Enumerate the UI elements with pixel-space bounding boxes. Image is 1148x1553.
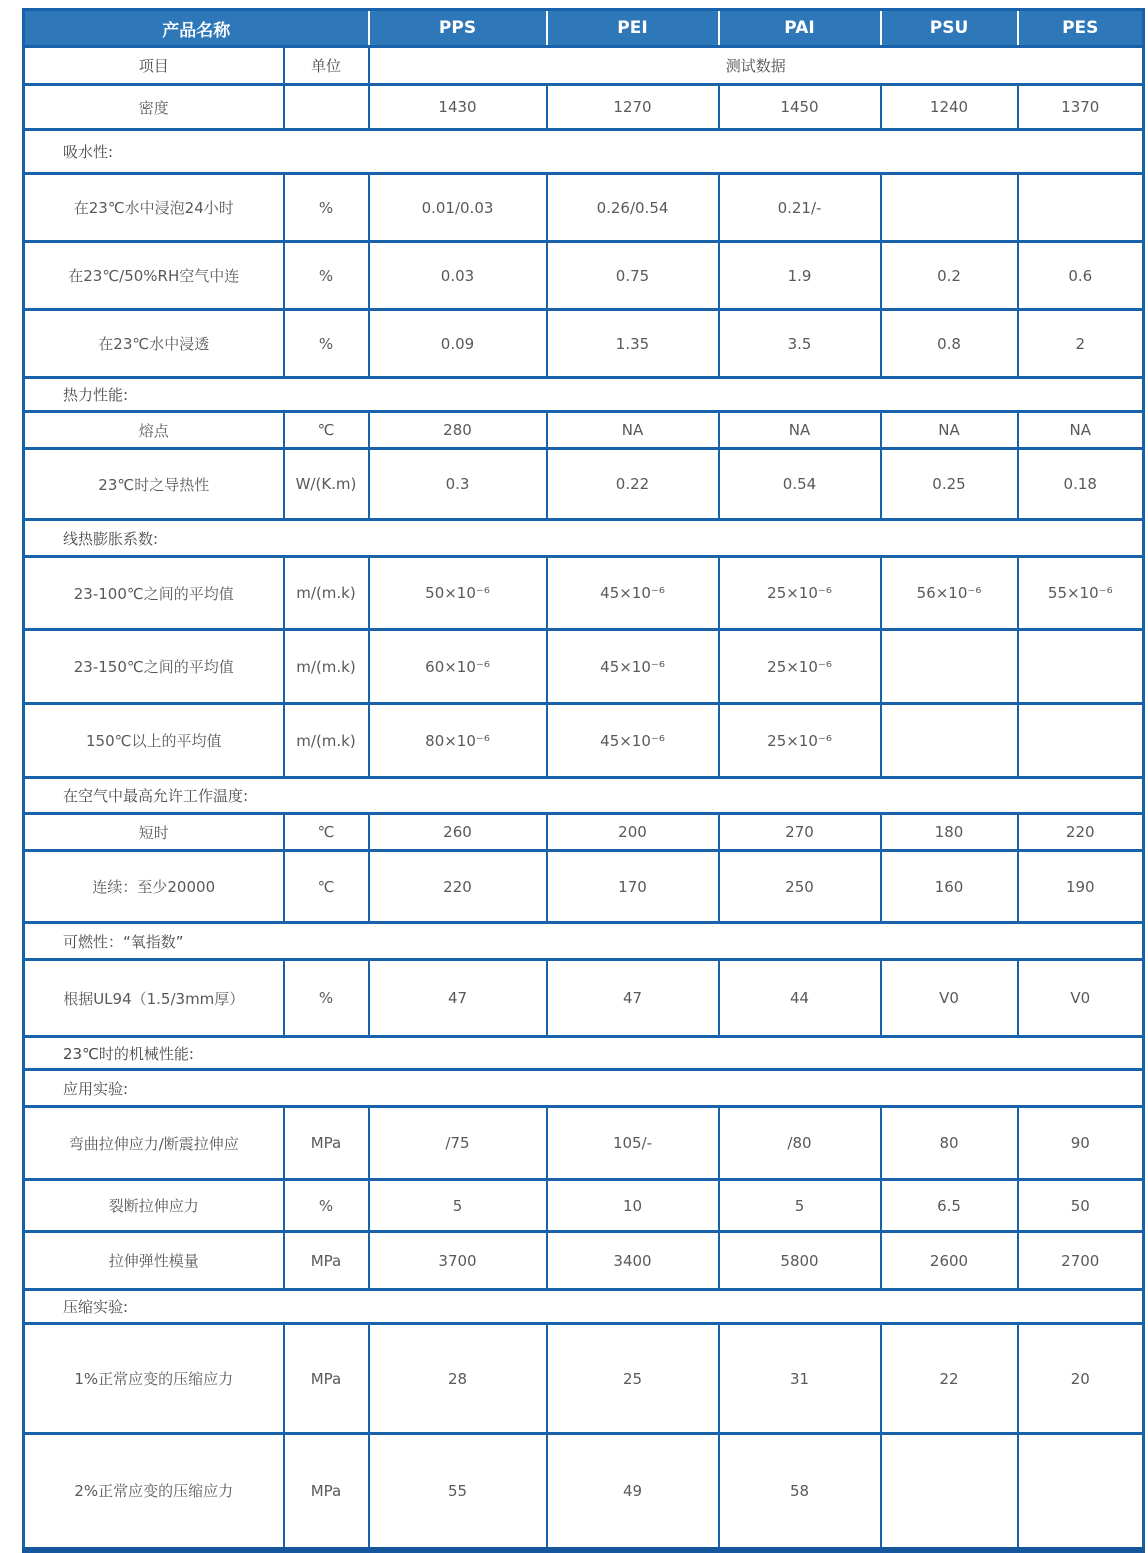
row-label: 裂断拉伸应力	[24, 1180, 284, 1232]
row-label: 150℃以上的平均值	[24, 704, 284, 778]
value-cell: NA	[881, 412, 1018, 449]
value-cell: 50×10⁻⁶	[369, 557, 547, 630]
value-cell: 45×10⁻⁶	[547, 630, 719, 704]
unit-cell: %	[284, 310, 369, 378]
row-label: 1%正常应变的压缩应力	[24, 1324, 284, 1434]
value-cell: 0.75	[547, 242, 719, 310]
value-cell: 10	[547, 1180, 719, 1232]
value-cell: /75	[369, 1107, 547, 1180]
value-cell: 2600	[881, 1232, 1018, 1290]
value-cell: 1.35	[547, 310, 719, 378]
value-cell: 44	[719, 960, 881, 1037]
unit-cell: %	[284, 1180, 369, 1232]
value-cell: 1270	[547, 85, 719, 130]
unit-cell: W/(K.m)	[284, 449, 369, 520]
value-cell: 0.3	[369, 449, 547, 520]
subheader-item: 项目	[24, 47, 284, 85]
value-cell: 270	[719, 814, 881, 851]
value-cell: 0.25	[881, 449, 1018, 520]
value-cell: V0	[1018, 960, 1144, 1037]
value-cell	[1018, 1434, 1144, 1550]
value-cell: 0.03	[369, 242, 547, 310]
table-row	[24, 851, 1144, 923]
table-row	[24, 1180, 1144, 1232]
row-label: 23-150℃之间的平均值	[24, 630, 284, 704]
header-col-pei: PEI	[547, 10, 719, 47]
section-row	[24, 1290, 1144, 1324]
subheader-unit: 单位	[284, 47, 369, 85]
table-row	[24, 814, 1144, 851]
value-cell	[1018, 704, 1144, 778]
value-cell: 1.9	[719, 242, 881, 310]
value-cell: 105/-	[547, 1107, 719, 1180]
section-header-cell: 可燃性：“氧指数”	[24, 923, 1144, 960]
materials-spec-table	[22, 8, 1145, 1553]
section-header-cell: 线热膨胀系数:	[24, 520, 1144, 557]
value-cell: 25×10⁻⁶	[719, 557, 881, 630]
header-col-psu: PSU	[881, 10, 1018, 47]
unit-cell: ℃	[284, 814, 369, 851]
value-cell: 80×10⁻⁶	[369, 704, 547, 778]
value-cell: 5	[719, 1180, 881, 1232]
header-col-pps: PPS	[369, 10, 547, 47]
row-label: 连续：至少20000	[24, 851, 284, 923]
value-cell: 0.18	[1018, 449, 1144, 520]
section-header-cell: 在空气中最高允许工作温度:	[24, 778, 1144, 814]
table-row	[24, 242, 1144, 310]
table-row	[24, 449, 1144, 520]
value-cell: 0.21/-	[719, 174, 881, 242]
section-row	[24, 778, 1144, 814]
value-cell: /80	[719, 1107, 881, 1180]
value-cell: 45×10⁻⁶	[547, 704, 719, 778]
value-cell: 250	[719, 851, 881, 923]
unit-cell: m/(m.k)	[284, 704, 369, 778]
unit-cell: %	[284, 960, 369, 1037]
unit-cell: %	[284, 174, 369, 242]
value-cell: 1430	[369, 85, 547, 130]
value-cell: 49	[547, 1434, 719, 1550]
table-row	[24, 1107, 1144, 1180]
value-cell: 2700	[1018, 1232, 1144, 1290]
table-row	[24, 704, 1144, 778]
value-cell: 6.5	[881, 1180, 1018, 1232]
row-label: 弯曲拉伸应力/断震拉伸应	[24, 1107, 284, 1180]
value-cell: 0.54	[719, 449, 881, 520]
value-cell: 58	[719, 1434, 881, 1550]
unit-cell	[284, 85, 369, 130]
value-cell: 180	[881, 814, 1018, 851]
value-cell: V0	[881, 960, 1018, 1037]
value-cell: 0.6	[1018, 242, 1144, 310]
header-col-pes: PES	[1018, 10, 1144, 47]
row-label: 密度	[24, 85, 284, 130]
value-cell: 31	[719, 1324, 881, 1434]
header-col-pai: PAI	[719, 10, 881, 47]
row-label: 熔点	[24, 412, 284, 449]
row-label: 根据UL94（1.5/3mm厚）	[24, 960, 284, 1037]
row-label: 23-100℃之间的平均值	[24, 557, 284, 630]
section-header-cell: 热力性能:	[24, 378, 1144, 412]
unit-cell: ℃	[284, 851, 369, 923]
value-cell: 45×10⁻⁶	[547, 557, 719, 630]
value-cell: 170	[547, 851, 719, 923]
value-cell: 0.22	[547, 449, 719, 520]
table-row	[24, 310, 1144, 378]
value-cell	[1018, 630, 1144, 704]
subheader-test-data: 测试数据	[369, 47, 1144, 85]
value-cell: 80	[881, 1107, 1018, 1180]
section-row	[24, 520, 1144, 557]
value-cell	[881, 174, 1018, 242]
unit-cell: MPa	[284, 1324, 369, 1434]
row-label: 在23℃水中浸泡24小时	[24, 174, 284, 242]
unit-cell: MPa	[284, 1434, 369, 1550]
value-cell: 190	[1018, 851, 1144, 923]
value-cell: 55	[369, 1434, 547, 1550]
value-cell: 1240	[881, 85, 1018, 130]
section-row	[24, 923, 1144, 960]
row-label: 短时	[24, 814, 284, 851]
row-label: 拉伸弹性模量	[24, 1232, 284, 1290]
value-cell: 0.09	[369, 310, 547, 378]
value-cell: 5	[369, 1180, 547, 1232]
value-cell: 60×10⁻⁶	[369, 630, 547, 704]
value-cell: 160	[881, 851, 1018, 923]
section-header-cell: 应用实验:	[24, 1070, 1144, 1107]
row-label: 在23℃/50%RH空气中连	[24, 242, 284, 310]
value-cell: 56×10⁻⁶	[881, 557, 1018, 630]
row-label: 在23℃水中浸透	[24, 310, 284, 378]
value-cell: 25×10⁻⁶	[719, 704, 881, 778]
value-cell: 3700	[369, 1232, 547, 1290]
value-cell: 50	[1018, 1180, 1144, 1232]
table-row	[24, 85, 1144, 130]
table-subheader-row	[24, 47, 1144, 85]
value-cell: 3.5	[719, 310, 881, 378]
unit-cell: m/(m.k)	[284, 557, 369, 630]
section-header-cell: 压缩实验:	[24, 1290, 1144, 1324]
row-label: 2%正常应变的压缩应力	[24, 1434, 284, 1550]
unit-cell: MPa	[284, 1107, 369, 1180]
section-header-cell: 23℃时的机械性能:	[24, 1037, 1144, 1070]
value-cell	[881, 704, 1018, 778]
table-row	[24, 557, 1144, 630]
section-row	[24, 1037, 1144, 1070]
value-cell: 2	[1018, 310, 1144, 378]
unit-cell: m/(m.k)	[284, 630, 369, 704]
value-cell: 1370	[1018, 85, 1144, 130]
value-cell: 0.01/0.03	[369, 174, 547, 242]
row-label: 23℃时之导热性	[24, 449, 284, 520]
value-cell: 5800	[719, 1232, 881, 1290]
section-row	[24, 130, 1144, 174]
value-cell: 28	[369, 1324, 547, 1434]
table-row	[24, 174, 1144, 242]
value-cell: 280	[369, 412, 547, 449]
value-cell: NA	[719, 412, 881, 449]
value-cell: NA	[1018, 412, 1144, 449]
section-header-cell: 吸水性:	[24, 130, 1144, 174]
value-cell	[1018, 174, 1144, 242]
value-cell: 1450	[719, 85, 881, 130]
value-cell: 25×10⁻⁶	[719, 630, 881, 704]
value-cell: 47	[547, 960, 719, 1037]
value-cell: 47	[369, 960, 547, 1037]
value-cell: 200	[547, 814, 719, 851]
table-row	[24, 412, 1144, 449]
section-row	[24, 378, 1144, 412]
value-cell	[881, 630, 1018, 704]
table-row	[24, 1434, 1144, 1550]
unit-cell: %	[284, 242, 369, 310]
section-row	[24, 1070, 1144, 1107]
value-cell: 55×10⁻⁶	[1018, 557, 1144, 630]
unit-cell: ℃	[284, 412, 369, 449]
table-row	[24, 960, 1144, 1037]
value-cell: 90	[1018, 1107, 1144, 1180]
value-cell: 22	[881, 1324, 1018, 1434]
value-cell: 3400	[547, 1232, 719, 1290]
value-cell: 0.26/0.54	[547, 174, 719, 242]
table-row	[24, 1324, 1144, 1434]
value-cell: 220	[1018, 814, 1144, 851]
value-cell: 25	[547, 1324, 719, 1434]
value-cell: 260	[369, 814, 547, 851]
table-header-row	[24, 10, 1144, 47]
value-cell: 0.2	[881, 242, 1018, 310]
value-cell: 20	[1018, 1324, 1144, 1434]
header-product-name: 产品名称	[24, 10, 369, 47]
value-cell	[881, 1434, 1018, 1550]
table-row	[24, 630, 1144, 704]
value-cell: 0.8	[881, 310, 1018, 378]
table-row	[24, 1232, 1144, 1290]
unit-cell: MPa	[284, 1232, 369, 1290]
value-cell: NA	[547, 412, 719, 449]
value-cell: 220	[369, 851, 547, 923]
